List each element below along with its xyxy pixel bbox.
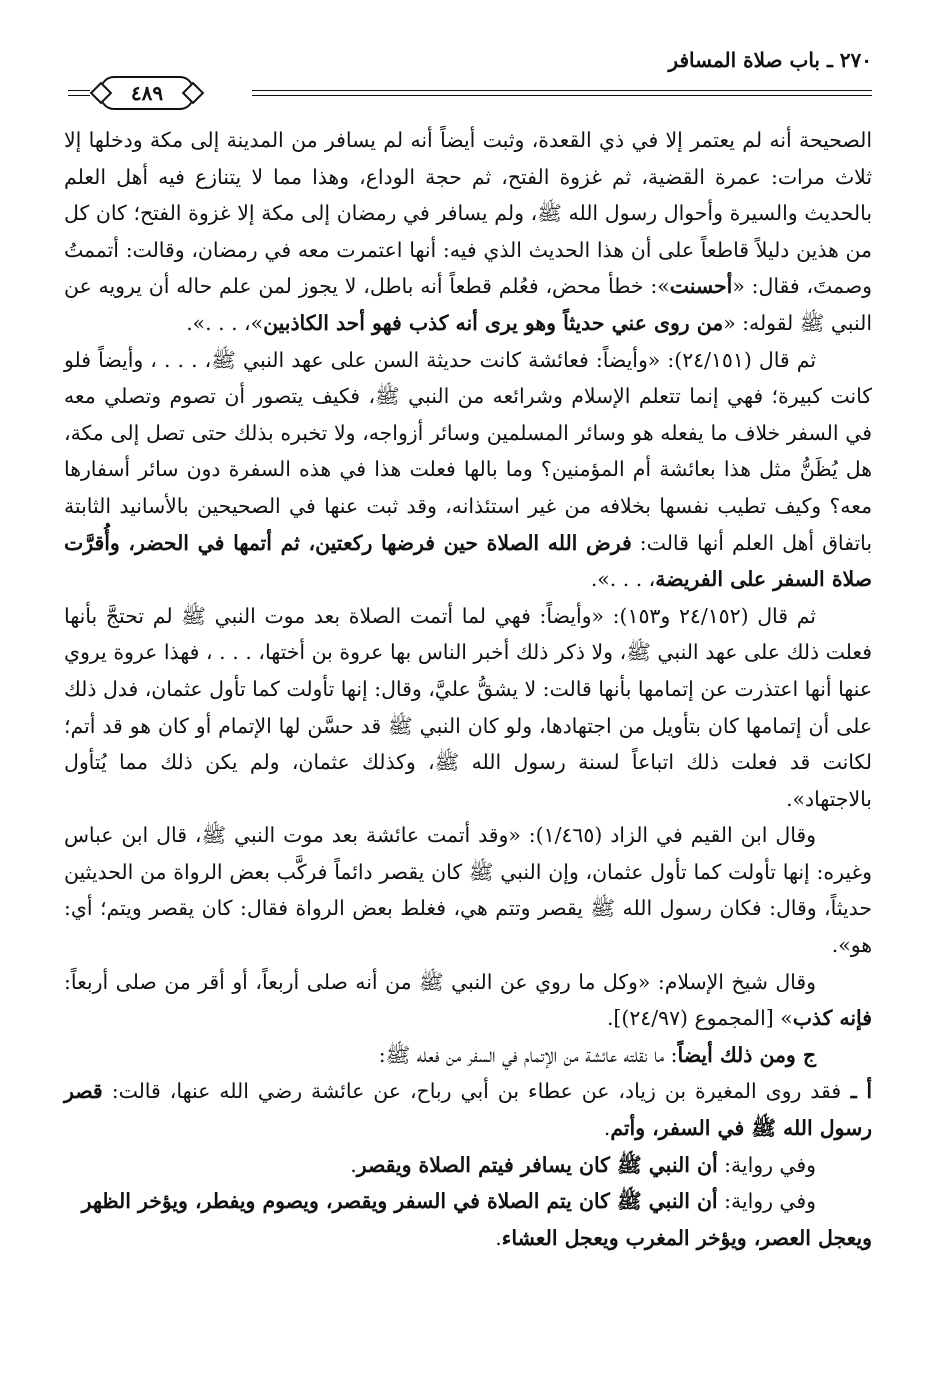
bold-text-segment: ج	[795, 1042, 816, 1067]
paragraph	[64, 1073, 872, 1146]
bold-text-segment: أ ـ	[841, 1079, 872, 1104]
body-text	[64, 122, 872, 1256]
bold-text-segment: فإنه كذب	[792, 1006, 872, 1031]
text-segment: ، . . .».	[590, 567, 656, 592]
bold-text-segment: أن النبي ﷺ كان يسافر فيتم الصلاة ويقصر	[356, 1152, 718, 1177]
text-segment: »: خطأ محض، فعُلم قطعاً أنه باطل، لا يجوز لمن علم حاله أن يرويه عن النبي ﷺ لقوله: «	[64, 274, 872, 335]
text-segment: وقال ابن القيم في الزاد (١/٤٦٥): «وقد أتمت عائشة بعد موت النبي ﷺ، قال ابن عباس وغيره: إنها تأولت كما تأول عثمان، وإن النبي ﷺ كان يقصر دائماً فركَّب بعض الرواة من الحديثين حديثاً، وقال: فكان رسول الله ﷺ يقصر وتتم هي، فغلط بعض الرواة فقال: كان يقصر ويتم؛ أي: هو».	[64, 823, 872, 958]
text-segment: .	[603, 1116, 611, 1141]
paragraph	[64, 1037, 872, 1074]
paragraph	[64, 1183, 872, 1256]
text-segment: : ما نقلته عائشة من الإتمام في السفر من فعله ﷺ:	[378, 1042, 678, 1067]
text-segment: وفي رواية:	[717, 1189, 816, 1214]
text-segment: فقد روى المغيرة بن زياد، عن عطاء بن أبي رباح، عن عائشة رضي الله عنها، قالت:	[102, 1079, 842, 1104]
header-rule-right	[252, 90, 872, 96]
paragraph	[64, 342, 872, 598]
page-number-badge	[100, 76, 194, 110]
text-segment: »، . . .».	[186, 310, 264, 335]
bold-text-segment: فرض الله الصلاة حين فرضها ركعتين، ثم أتمها في الحضر، وأُقرَّت صلاة السفر على الفريضة	[64, 530, 872, 592]
paragraph	[64, 817, 872, 963]
text-segment: وقال شيخ الإسلام: «وكل ما روي عن النبي ﷺ من أنه صلى أربعاً، أو أقر من صلى أربعاً:	[64, 969, 816, 994]
paragraph	[64, 1147, 872, 1184]
bold-text-segment: من روى عني حديثاً وهو يرى أنه كذب فهو أحد الكاذبين	[263, 310, 724, 335]
paragraph	[64, 598, 872, 818]
bold-text-segment: ومن ذلك أيضاً	[677, 1042, 796, 1067]
text-segment: ثم قال (٢٤/١٥١): «وأيضاً: فعائشة كانت حديثة السن على عهد النبي ﷺ، . . . ، وأيضاً فلو كانت كبيرة؛ فهي إنما تتعلم الإسلام وشرائعه من النبي ﷺ، فكيف يتصور أن تصوم وتصلي معه في السفر خلاف ما يفعله هو وسائر المسلمين وسائر أزواجه، ولا تخبره بذلك حتى تصل إلى مكة، هل يُظَنُّ مثل هذا بعائشة أم المؤمنين؟ وما بالها فعلت هذا في هذه السفرة دون سائر أسفارها معه؟ وكيف تطيب نفسها بخلافه من غير استئذانه، وقد ثبت عنها في الصحيحين بالأسانيد الثابتة باتفاق أهل العلم أنها قالت:	[64, 347, 873, 555]
text-segment: وفي رواية:	[717, 1152, 816, 1177]
bold-text-segment: أن النبي ﷺ كان يتم الصلاة في السفر ويقصر، ويصوم ويفطر، ويؤخر الظهر ويعجل العصر، ويؤخر المغرب ويعجل العشاء	[81, 1189, 872, 1250]
text-segment: .	[495, 1225, 502, 1250]
running-title: ٢٧٠ ـ باب صلاة المسافر	[668, 48, 872, 72]
header-rule-left	[68, 90, 90, 96]
page-number: ٤٨٩	[130, 81, 164, 105]
text-segment: الصحيحة أنه لم يعتمر إلا في ذي القعدة، وثبت أيضاً أنه لم يسافر من المدينة إلى مكة ودخلها إلا ثلاث مرات: عمرة القضية، ثم غزوة الفتح، ثم حجة الوداع، وهذا مما لا يتنازع فيه أهل العلم بالحديث والسيرة وأحوال رسول الله ﷺ، ولم يسافر في رمضان إلى مكة إلا غزوة الفتح؛ كان كل من هذين دليلاً قاطعاً على أن هذا الحديث الذي فيه: أنها اعتمرت معه في رمضان، وقالت: أتممتُ وصمتَ، فقال: «	[64, 128, 872, 299]
paragraph	[64, 964, 872, 1037]
text-segment: .	[350, 1152, 357, 1177]
bold-text-segment: قصر رسول الله ﷺ في السفر، وأتم	[64, 1079, 872, 1141]
text-segment: ثم قال (٢٤/١٥٢ و١٥٣): «وأيضاً: فهي لما أتمت الصلاة بعد موت النبي ﷺ لم تحتجَّ بأنها فعلت ذلك على عهد النبي ﷺ، ولا ذكر ذلك أخبر الناس بها عروة بن أختها، . . . ، فهذا عروة يروي عنها أنها اعتذرت عن إتمامها بأنها قالت: لا يشقُّ عليَّ، وقال: إنها تأولت كما تأول عثمان، فدل ذلك على أن إتمامها كان بتأويل من اجتهادها، ولو كان النبي ﷺ قد حسَّن لها الإتمام أو كان هو قد أتم؛ لكانت قد فعلت ذلك اتباعاً لسنة رسول الله ﷺ، وكذلك عثمان، ولم يكن ذلك مما يُتأول بالاجتهاد».	[64, 603, 872, 811]
text-segment: » [المجموع (٢٤/٩٧)].	[606, 1006, 793, 1031]
paragraph	[64, 122, 872, 342]
bold-text-segment: أحسنت	[669, 274, 733, 299]
